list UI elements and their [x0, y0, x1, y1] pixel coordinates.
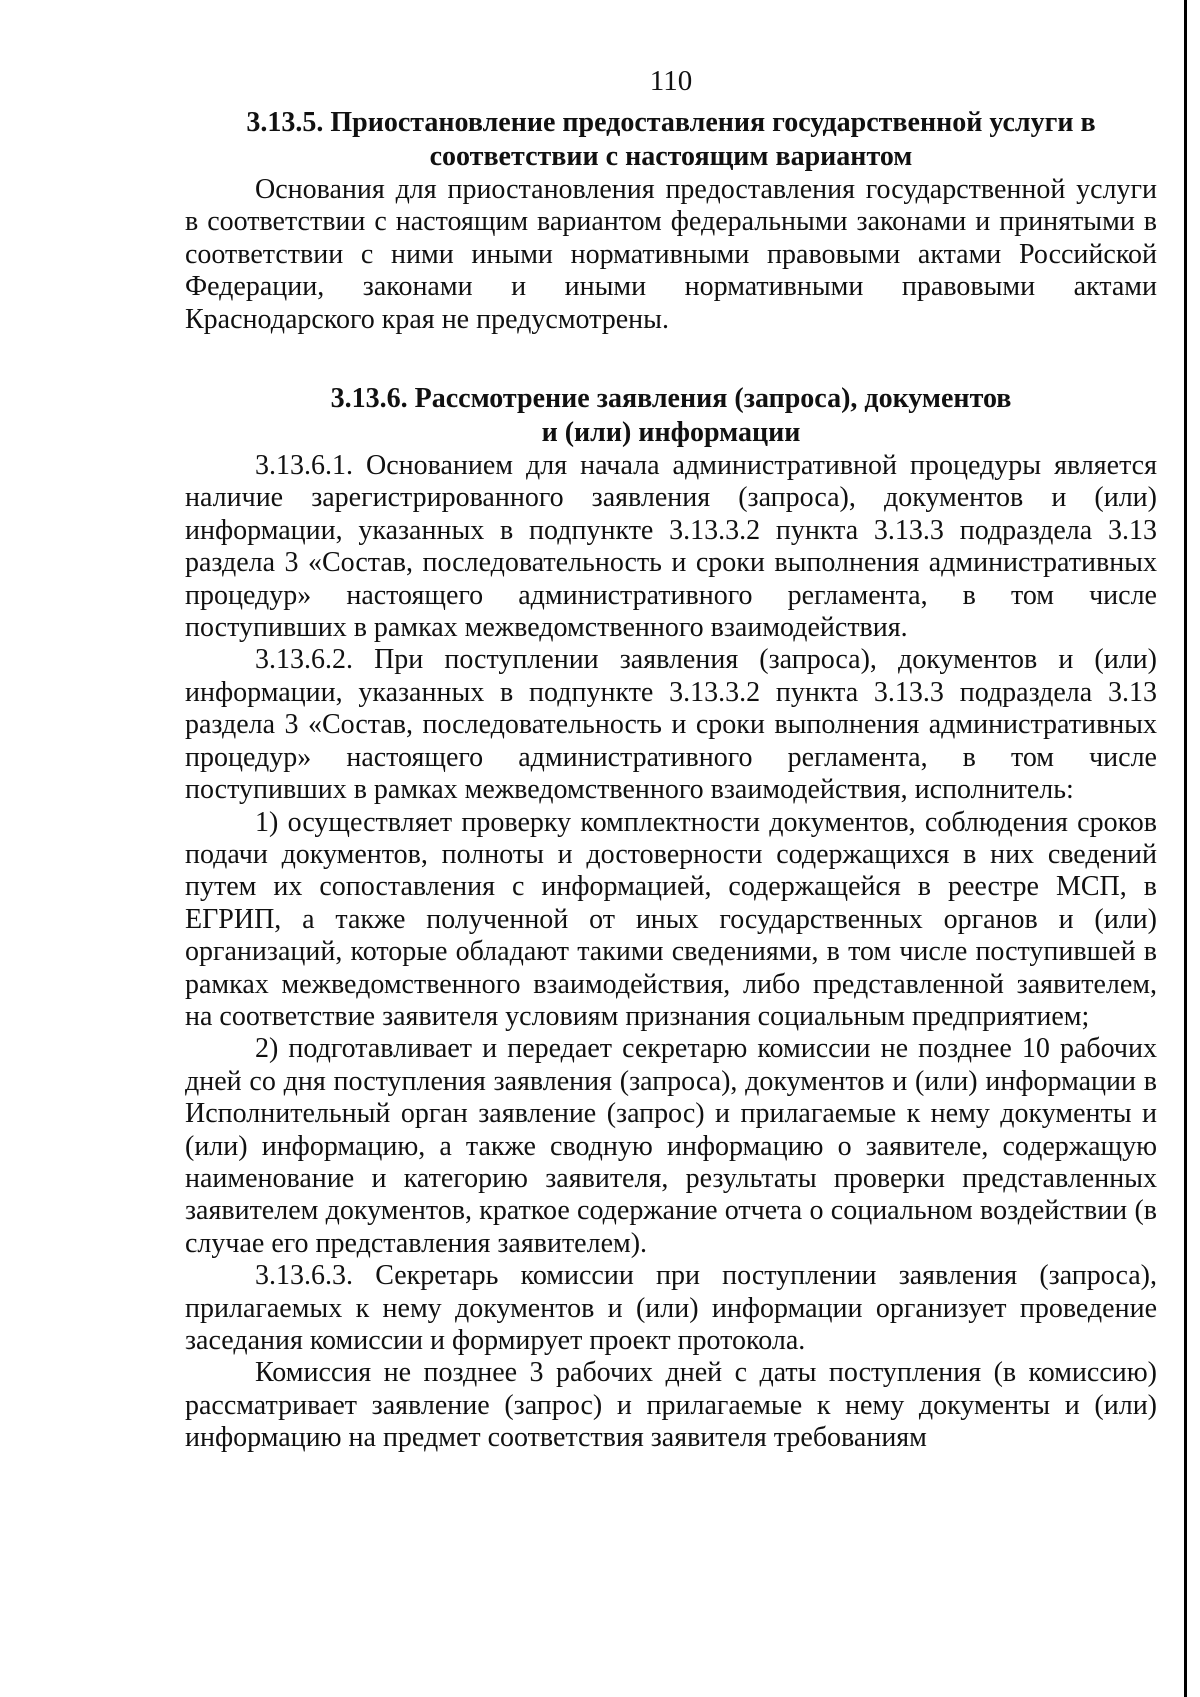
- section-heading-3-13-6: [185, 382, 1157, 450]
- section-heading-3-13-5: [185, 106, 1157, 174]
- paragraph-3-13-6-2: 3.13.6.2. При поступлении заявления (запроса), документов и (или) информации, указанных в подпункте 3.13.3.2 пункта 3.13.3 подраздела 3.13 раздела 3 «Состав, последовательность и сроки выполнения административных процедур» настоящего административного регламента, в том числе поступивших в рамках межведомственного взаимодействия, исполнитель:: [185, 644, 1157, 806]
- scan-edge-line: [1184, 0, 1187, 1697]
- paragraph-3-13-6-3: 3.13.6.3. Секретарь комиссии при поступлении заявления (запроса), прилагаемых к нему документов и (или) информации организует проведение заседания комиссии и формирует проект протокола.: [185, 1260, 1157, 1356]
- paragraph-3-13-6-1: 3.13.6.1. Основанием для начала административной процедуры является наличие зарегистрированного заявления (запроса), документов и (или) информации, указанных в подпункте 3.13.3.2 пункта 3.13.3 подраздела 3.13 раздела 3 «Состав, последовательность и сроки выполнения административных процедур» настоящего административного регламента, в том числе поступивших в рамках межведомственного взаимодействия.: [185, 450, 1157, 644]
- heading-line: 3.13.5. Приостановление предоставления государственной услуги в: [246, 107, 1096, 138]
- list-item-1: 1) осуществляет проверку комплектности документов, соблюдения сроков подачи документов, полноты и достоверности содержащихся в них сведений путем их сопоставления с информацией, содержащейся в реестре МСП, в ЕГРИП, а также полученной от иных государственных органов и (или) организаций, которые обладают такими сведениями, в том числе поступившей в рамках межведомственного взаимодействия, либо представленной заявителем, на соответствие заявителя условиям признания социальным предприятием;: [185, 806, 1157, 1032]
- paragraph: Основания для приостановления предоставления государственной услуги в соответствии с настоящим вариантом федеральными законами и принятыми в соответствии с ними иными нормативными правовыми актами Российской Федерации, законами и иными нормативными правовыми актами Краснодарского края не предусмотрены.: [185, 174, 1157, 335]
- document-page: [185, 64, 1157, 1455]
- page-number: 110: [649, 65, 693, 97]
- list-item-2: 2) подготавливает и передает секретарю комиссии не позднее 10 рабочих дней со дня поступления заявления (запроса), документов и (или) информации в Исполнительный орган заявление (запрос) и прилагаемые к нему документы и (или) информацию, а также сводную информацию о заявителе, содержащую наименование и категорию заявителя, результаты проверки представленных заявителем документов, краткое содержание отчета о социальном воздействии (в случае его представления заявителем).: [185, 1033, 1157, 1259]
- heading-line: и (или) информации: [541, 417, 801, 449]
- heading-line: 3.13.6. Рассмотрение заявления (запроса), документов: [330, 383, 1012, 415]
- heading-line: соответствии с настоящим вариантом: [429, 141, 913, 172]
- paragraph-commission: Комиссия не позднее 3 рабочих дней с даты поступления (в комиссию) рассматривает заявление (запрос) и прилагаемые к нему документы и (или) информацию на предмет соответствия заявителя требованиям: [185, 1357, 1157, 1454]
